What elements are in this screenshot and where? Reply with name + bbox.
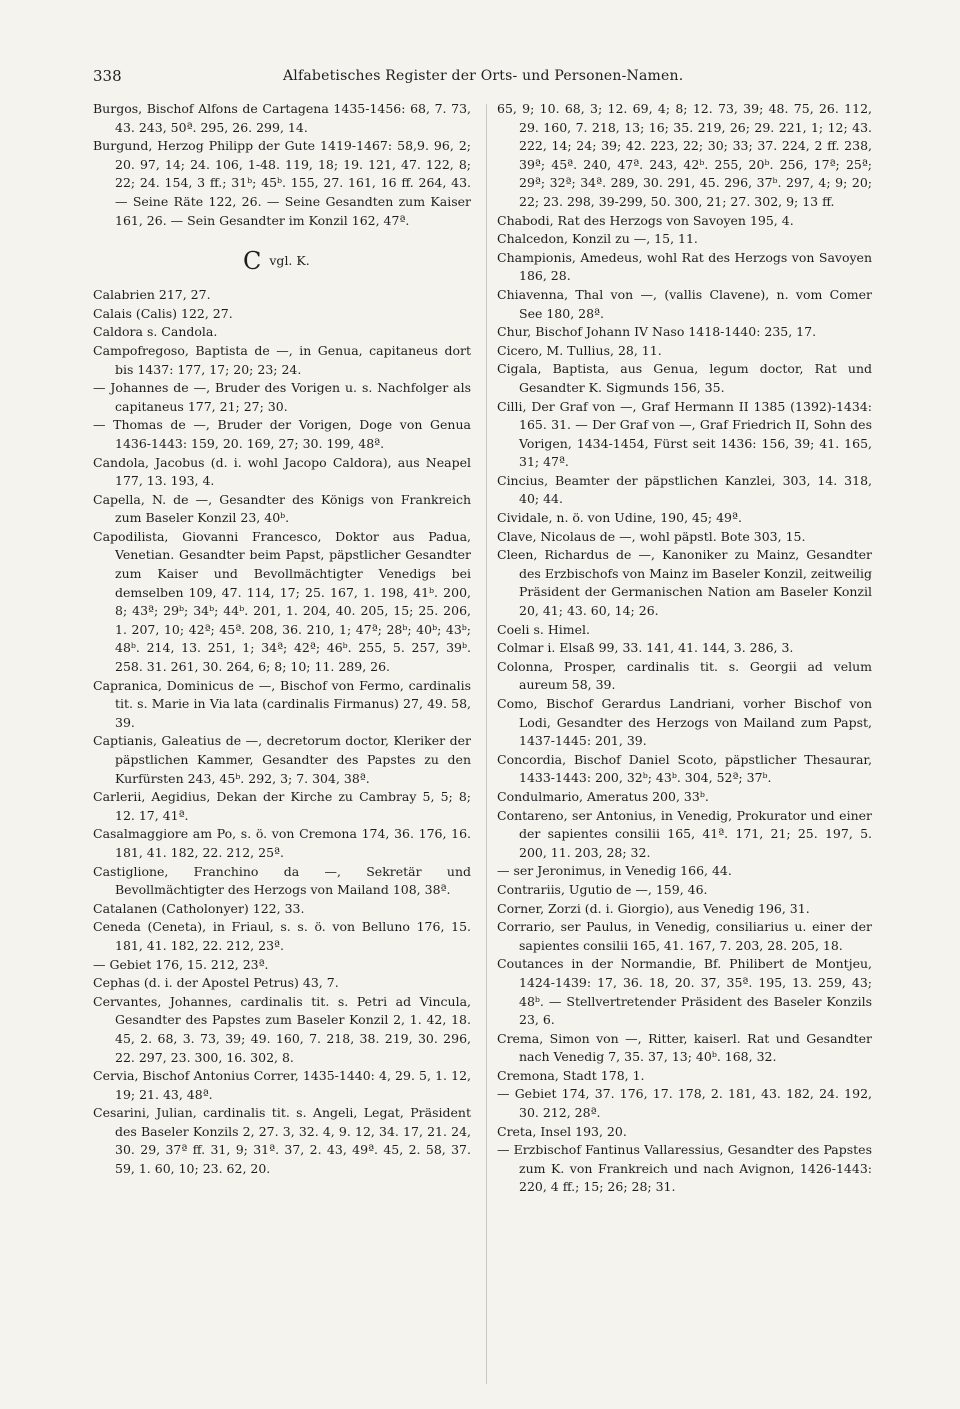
index-entry: Calabrien 217, 27. xyxy=(93,287,211,303)
index-entry: Coeli s. Himel. xyxy=(497,621,590,637)
index-entry: — ser Jeronimus, in Venedig 166, 44. xyxy=(497,863,732,879)
index-entry: Colmar i. Elsaß 99, 33. 141, 41. 144, 3. 286, 3. xyxy=(497,640,794,656)
index-entry: Championis, Amedeus, wohl Rat des Herzogs von Savoyen 186, 28. xyxy=(497,249,872,284)
index-entry: Contrariis, Ugutio de —, 159, 46. xyxy=(497,881,708,897)
section-reference: vgl. K. xyxy=(269,252,310,268)
index-entry: Cephas (d. i. der Apostel Petrus) 43, 7. xyxy=(93,975,339,991)
index-entry: Capella, N. de —, Gesandter des Königs von Frankreich zum Baseler Konzil 23, 40ᵇ. xyxy=(93,491,471,526)
index-entry: Creta, Insel 193, 20. xyxy=(497,1123,627,1139)
index-entry: Captianis, Galeatius de —, decretorum doctor, Kleriker der päpstlichen Kammer, Gesandter des Papstes zu den Kurfürsten 243, 45ᵇ. 292, 3; 7. 304, 38ª. xyxy=(93,733,471,786)
left-entries-c xyxy=(93,286,471,1179)
index-entry: — Johannes de —, Bruder des Vorigen u. s. Nachfolger als capitaneus 177, 21; 27; 30. xyxy=(93,380,471,414)
index-entry: Crema, Simon von —, Ritter, kaiserl. Rat und Gesandter nach Venedig 7, 35. 37, 13; 40ᵇ. 168, 32. xyxy=(497,1030,872,1065)
index-entry: Cremona, Stadt 178, 1. xyxy=(497,1067,645,1083)
index-entry: Candola, Jacobus (d. i. wohl Jacopo Caldora), aus Neapel 177, 13. 193, 4. xyxy=(93,454,471,489)
index-entry: Burgos, Bischof Alfons de Cartagena 1435-1456: 68, 7. 73, 43. 243, 50ª. 295, 26. 299, 14. xyxy=(93,101,471,135)
section-heading xyxy=(93,242,471,280)
index-entry: Capodilista, Giovanni Francesco, Doktor aus Padua, Venetian. Gesandter beim Papst, päpstlicher Gesandter zum Kaiser und Bevollmächtigter Venedigs bei demselben 109, 47. 114, 17; 25. 167, 1. 198, 41ᵇ. 200, 8; 43ª; 29ᵇ; 34ᵇ; 44ᵇ. 201, 1. 204, 40. 205, 15; 25. 206, 1. 207, 10; 42ª; 45ª. 208, 36. 210, 1; 47ª; 28ᵇ; 40ᵇ; 43ᵇ; 48ᵇ. 214, 13. 251, 1; 34ª; 42ª; 46ᵇ. 255, 5. 257, 39ᵇ. 258. 31. 261, 30. 264, 6; 8; 10; 11. 289, 26. xyxy=(93,528,471,675)
index-entry: Condulmario, Ameratus 200, 33ᵇ. xyxy=(497,788,709,804)
index-entry: — Erzbischof Fantinus Vallaressius, Gesandter des Papstes zum K. von Frankreich und nach Avignon, 1426-1443: 220, 4 ff.; 15; 26; 28; 31. xyxy=(497,1142,872,1195)
index-entry: Chur, Bischof Johann IV Naso 1418-1440: 235, 17. xyxy=(497,324,817,340)
index-entry: Cigala, Baptista, aus Genua, legum doctor, Rat und Gesandter K. Sigmunds 156, 35. xyxy=(497,361,872,395)
index-entry: Carlerii, Aegidius, Dekan der Kirche zu Cambray 5, 5; 8; 12. 17, 41ª. xyxy=(93,789,471,823)
index-entry: Cesarini, Julian, cardinalis tit. s. Angeli, Legat, Präsident des Baseler Konzils 2, 27. 3, 32. 4, 9. 12, 34. 17, 21. 24, 30. 29, 37ª ff. 31, 9; 31ª. 37, 2. 43, 49ª. 45, 2. 58, 37. 59, 1. 60, 10; 23. 62, 20. xyxy=(93,1105,471,1177)
index-entry: Clave, Nicolaus de —, wohl päpstl. Bote 303, 15. xyxy=(497,528,806,544)
left-entries-b xyxy=(93,100,471,230)
running-title: Alfabetisches Register der Orts- und Personen-Namen. xyxy=(283,68,684,84)
right-column xyxy=(497,100,872,1197)
index-entry: Campofregoso, Baptista de —, in Genua, capitaneus dort bis 1437: 177, 17; 20; 23; 24. xyxy=(93,342,471,377)
index-entry: Cleen, Richardus de —, Kanoniker zu Mainz, Gesandter des Erzbischofs von Mainz im Baseler Konzil, zeitweilig Präsident der Germanischen Nation am Baseler Konzil 20, 41; 43. 60, 14; 26. xyxy=(497,547,872,619)
index-entry: Coutances in der Normandie, Bf. Philibert de Montjeu, 1424-1439: 17, 36. 18, 20. 37, 35ª. 195, 13. 259, 43; 48ᵇ. — Stellvertretender Präsident des Baseler Konzils 23, 6. xyxy=(497,956,872,1028)
page-header xyxy=(93,66,893,88)
index-entry: Chalcedon, Konzil zu —, 15, 11. xyxy=(497,231,698,247)
page-number: 338 xyxy=(93,67,122,85)
column-divider xyxy=(486,104,487,1384)
index-entry: — Gebiet 176, 15. 212, 23ª. xyxy=(93,956,269,972)
index-entry: Cividale, n. ö. von Udine, 190, 45; 49ª. xyxy=(497,510,742,526)
section-letter: C xyxy=(243,246,262,275)
right-entries xyxy=(497,100,872,1197)
index-entry: Capranica, Dominicus de —, Bischof von Fermo, cardinalis tit. s. Marie in Via lata (cardinalis Firmanus) 27, 49. 58, 39. xyxy=(93,677,471,730)
index-entry: Corner, Zorzi (d. i. Giorgio), aus Venedig 196, 31. xyxy=(497,900,810,916)
index-entry: — Thomas de —, Bruder der Vorigen, Doge von Genua 1436-1443: 159, 20. 169, 27; 30. 199, 48ª. xyxy=(93,417,471,451)
index-entry: Corrario, ser Paulus, in Venedig, consiliarius u. einer der sapientes consilii 165, 41. 167, 7. 203, 28. 205, 18. xyxy=(497,919,872,953)
index-entry: Casalmaggiore am Po, s. ö. von Cremona 174, 36. 176, 16. 181, 41. 182, 22. 212, 25ª. xyxy=(93,826,471,860)
index-entry: Cervantes, Johannes, cardinalis tit. s. Petri ad Vincula, Gesandter des Papstes zum Baseler Konzil 2, 1. 42, 18. 45, 2. 68, 3. 73, 39; 49. 160, 7. 218, 38. 219, 30. 296, 22. 297, 23. 300, 16. 302, 8. xyxy=(93,993,471,1065)
index-entry: Burgund, Herzog Philipp der Gute 1419-1467: 58,9. 96, 2; 20. 97, 14; 24. 106, 1-48. 119, 18; 19. 121, 47. 122, 8; 22; 24. 154, 3 ff.; 31ᵇ; 45ᵇ. 155, 27. 161, 16 ff. 264, 43. — Seine Räte 122, 26. — Seine Gesandten zum Kaiser 161, 26. — Sein Gesandter im Konzil 162, 47ª. xyxy=(93,138,471,228)
index-entry: Cicero, M. Tullius, 28, 11. xyxy=(497,342,662,358)
index-entry: Caldora s. Candola. xyxy=(93,324,218,340)
index-entry: Como, Bischof Gerardus Landriani, vorher Bischof von Lodi, Gesandter des Herzogs von Mailand zum Papst, 1437-1445: 201, 39. xyxy=(497,696,872,749)
index-entry: Concordia, Bischof Daniel Scoto, päpstlicher Thesaurar, 1433-1443: 200, 32ᵇ; 43ᵇ. 304, 52ª; 37ᵇ. xyxy=(497,751,872,786)
index-entry: Cincius, Beamter der päpstlichen Kanzlei, 303, 14. 318, 40; 44. xyxy=(497,472,872,507)
index-entry: Contareno, ser Antonius, in Venedig, Prokurator und einer der sapientes consilii 165, 41ª. 171, 21; 25. 197, 5. 200, 11. 203, 28; 32. xyxy=(497,807,872,860)
index-entry: Ceneda (Ceneta), in Friaul, s. s. ö. von Belluno 176, 15. 181, 41. 182, 22. 212, 23ª. xyxy=(93,919,471,953)
index-entry: Castiglione, Franchino da —, Sekretär und Bevollmächtigter des Herzogs von Mailand 108, 38ª. xyxy=(93,863,471,898)
index-entry: Cilli, Der Graf von —, Graf Hermann II 1385 (1392)-1434: 165. 31. — Der Graf von —, Graf Friedrich II, Sohn des Vorigen, 1434-1454, Fürst seit 1436: 156, 39; 41. 165, 31; 47ª. xyxy=(497,398,872,470)
index-entry: 65, 9; 10. 68, 3; 12. 69, 4; 8; 12. 73, 39; 48. 75, 26. 112, 29. 160, 7. 218, 13; 16; 35. 219, 26; 29. 221, 1; 12; 43. 222, 14; 24; 39; 42. 223, 22; 30; 33; 37. 224, 2 ff. 238, 39ª; 45ª. 240, 47ª. 243, 42ᵇ. 255, 20ᵇ. 256, 17ª; 25ª; 29ª; 32ª; 34ª. 289, 30. 291, 45. 296, 37ᵇ. 297, 4; 9; 20; 22; 23. 298, 39-299, 50. 300, 21; 27. 302, 9; 13 ff. xyxy=(497,101,872,209)
index-entry: Catalanen (Catholonyer) 122, 33. xyxy=(93,900,305,916)
index-entry: Chabodi, Rat des Herzogs von Savoyen 195, 4. xyxy=(497,212,794,228)
index-entry: — Gebiet 174, 37. 176, 17. 178, 2. 181, 43. 182, 24. 192, 30. 212, 28ª. xyxy=(497,1086,872,1121)
left-column xyxy=(93,100,471,1179)
index-entry: Chiavenna, Thal von —, (vallis Clavene), n. vom Comer See 180, 28ª. xyxy=(497,286,872,321)
index-entry: Calais (Calis) 122, 27. xyxy=(93,305,233,321)
index-entry: Cervia, Bischof Antonius Correr, 1435-1440: 4, 29. 5, 1. 12, 19; 21. 43, 48ª. xyxy=(93,1068,471,1102)
index-entry: Colonna, Prosper, cardinalis tit. s. Georgii ad velum aureum 58, 39. xyxy=(497,658,872,693)
